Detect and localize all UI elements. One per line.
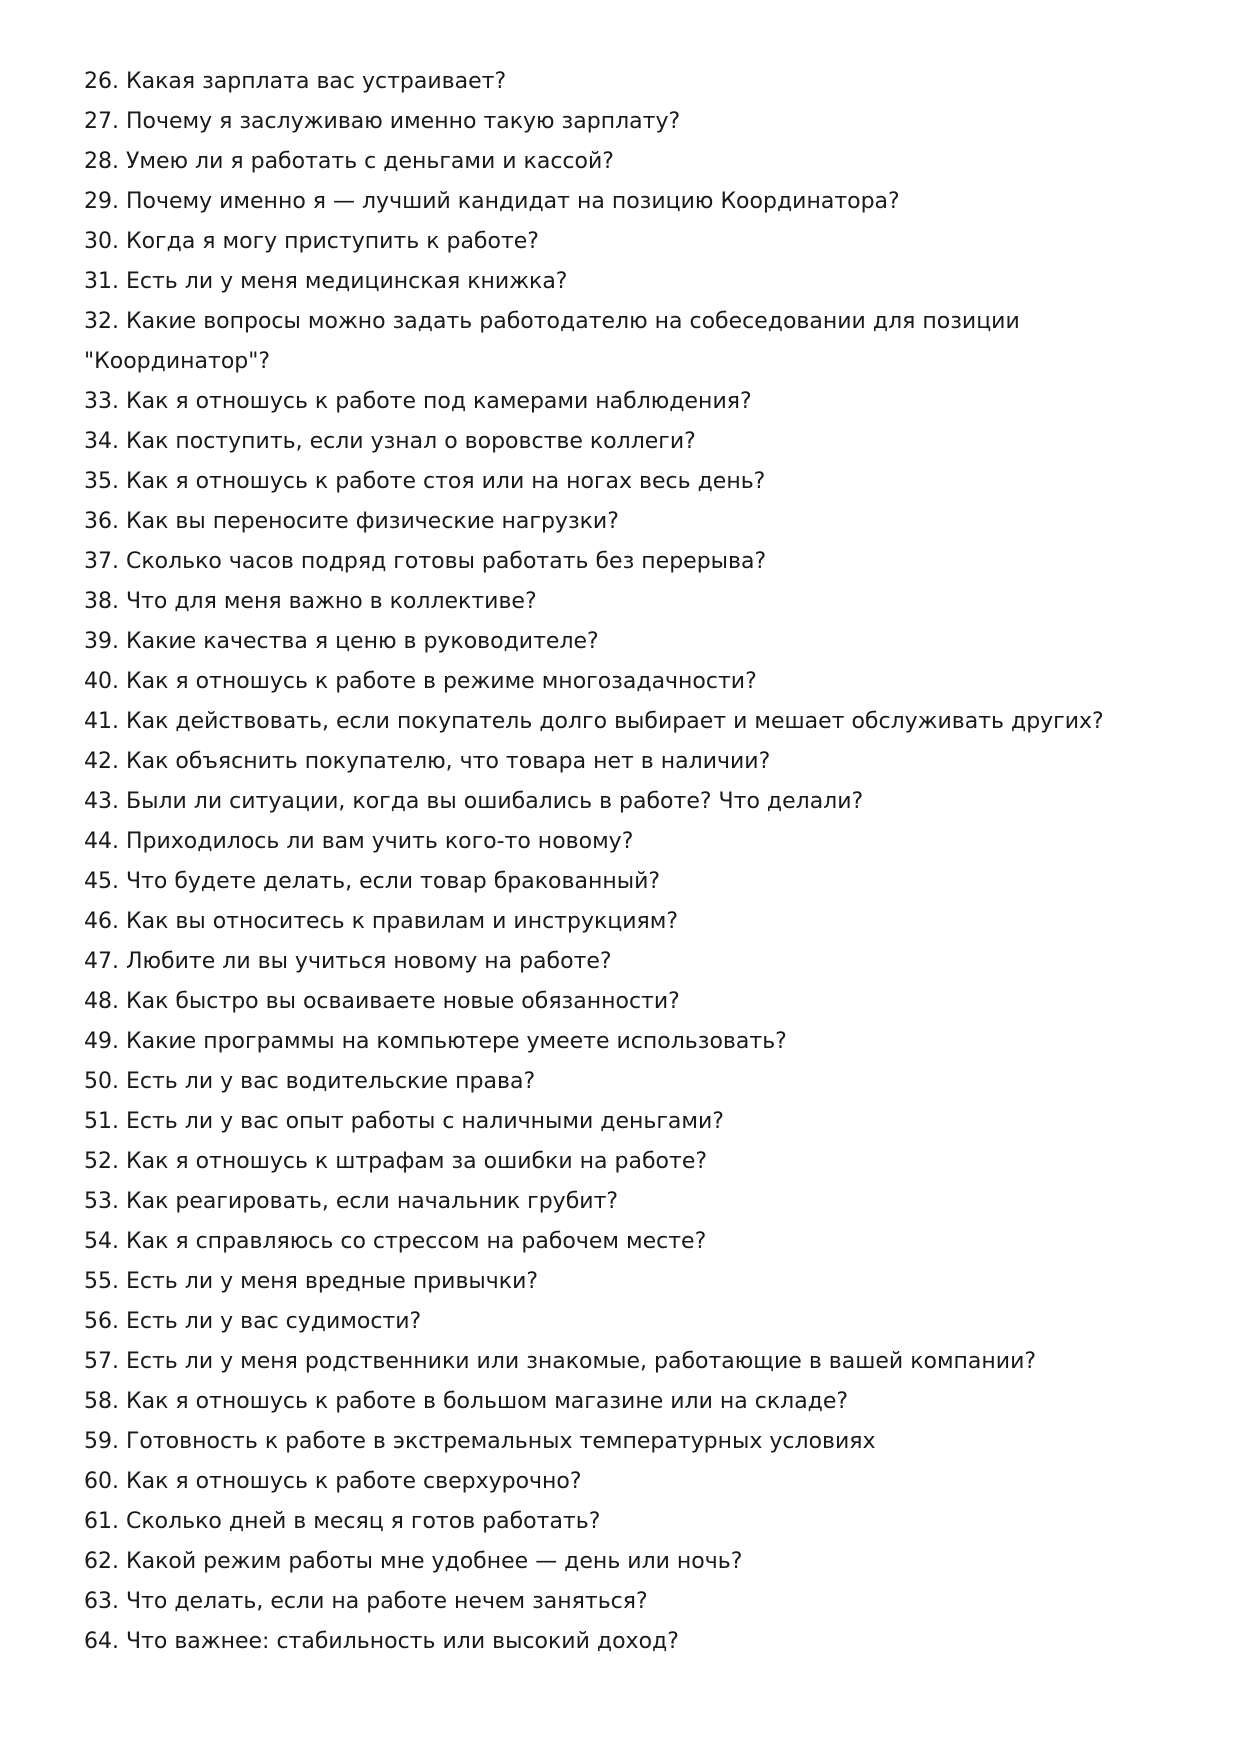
question-item: 44. Приходилось ли вам учить кого-то новому? [84,829,634,854]
question-item: 46. Как вы относитесь к правилам и инструкциям? [84,909,679,934]
question-item: 32. Какие вопросы можно задать работодателю на собеседовании для позиции "Координатор"? [84,309,1020,374]
question-item: 28. Умею ли я работать с деньгами и кассой? [84,149,614,174]
question-item: 55. Есть ли у меня вредные привычки? [84,1269,539,1294]
question-item: 35. Как я отношусь к работе стоя или на ногах весь день? [84,469,766,494]
question-item: 36. Как вы переносите физические нагрузки? [84,509,619,534]
question-item: 63. Что делать, если на работе нечем заняться? [84,1589,648,1614]
question-item: 61. Сколько дней в месяц я готов работать? [84,1509,601,1534]
question-item: 48. Как быстро вы осваиваете новые обязанности? [84,989,680,1014]
question-list [84,62,1144,1662]
question-item: 29. Почему именно я — лучший кандидат на позицию Координатора? [84,189,900,214]
question-item: 56. Есть ли у вас судимости? [84,1309,422,1334]
question-item: 54. Как я справляюсь со стрессом на рабочем месте? [84,1229,707,1254]
question-item: 38. Что для меня важно в коллективе? [84,589,537,614]
question-item: 59. Готовность к работе в экстремальных температурных условиях [84,1429,876,1454]
question-item: 27. Почему я заслуживаю именно такую зарплату? [84,109,681,134]
question-item: 60. Как я отношусь к работе сверхурочно? [84,1469,582,1494]
question-item: 33. Как я отношусь к работе под камерами наблюдения? [84,389,752,414]
question-item: 41. Как действовать, если покупатель долго выбирает и мешает обслуживать других? [84,709,1104,734]
question-item: 43. Были ли ситуации, когда вы ошибались в работе? Что делали? [84,789,864,814]
question-item: 31. Есть ли у меня медицинская книжка? [84,269,568,294]
question-item: 49. Какие программы на компьютере умеете использовать? [84,1029,787,1054]
question-item: 34. Как поступить, если узнал о воровстве коллеги? [84,429,696,454]
question-item: 39. Какие качества я ценю в руководителе? [84,629,599,654]
question-item: 57. Есть ли у меня родственники или знакомые, работающие в вашей компании? [84,1349,1037,1374]
question-item: 47. Любите ли вы учиться новому на работе? [84,949,612,974]
question-item: 50. Есть ли у вас водительские права? [84,1069,536,1094]
question-item: 26. Какая зарплата вас устраивает? [84,69,507,94]
question-item: 40. Как я отношусь к работе в режиме многозадачности? [84,669,757,694]
question-item: 53. Как реагировать, если начальник грубит? [84,1189,619,1214]
question-item: 51. Есть ли у вас опыт работы с наличными деньгами? [84,1109,724,1134]
question-item: 64. Что важнее: стабильность или высокий доход? [84,1629,679,1654]
question-item: 45. Что будете делать, если товар бракованный? [84,869,661,894]
question-item: 42. Как объяснить покупателю, что товара нет в наличии? [84,749,771,774]
question-item: 62. Какой режим работы мне удобнее — день или ночь? [84,1549,743,1574]
question-item: 37. Сколько часов подряд готовы работать без перерыва? [84,549,767,574]
question-item: 58. Как я отношусь к работе в большом магазине или на складе? [84,1389,849,1414]
question-item: 52. Как я отношусь к штрафам за ошибки на работе? [84,1149,708,1174]
question-item: 30. Когда я могу приступить к работе? [84,229,539,254]
